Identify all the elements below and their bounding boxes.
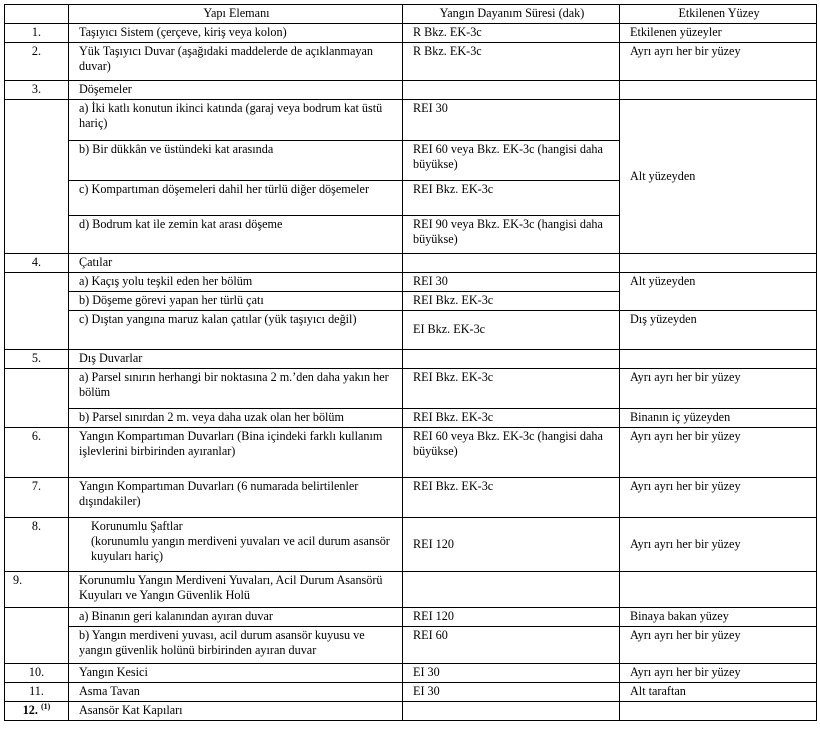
duration-cell: REI 120: [403, 608, 620, 627]
row-number-empty: [5, 100, 69, 254]
element-cell: a) Parsel sınırın herhangi bir noktasına 2 m.’den daha yakın her bölüm: [69, 369, 403, 409]
element-cell: a) Kaçış yolu teşkil eden her bölüm: [69, 273, 403, 292]
row-number: 11.: [5, 683, 69, 702]
row-number: 10.: [5, 664, 69, 683]
element-cell: Yangın Kesici: [69, 664, 403, 683]
surface-cell: Alt yüzeyden: [620, 100, 817, 254]
fire-resistance-table: [4, 4, 817, 721]
surface-cell: Alt taraftan: [620, 683, 817, 702]
surface-cell: [620, 254, 817, 273]
element-cell: c) Kompartıman döşemeleri dahil her türlü diğer döşemeler: [69, 181, 403, 216]
row-number: 6.: [5, 428, 69, 478]
element-cell: [69, 518, 403, 572]
element-cell: Korunumlu Yangın Merdiveni Yuvaları, Acil Durum Asansörü Kuyuları ve Yangın Güvenlik Holü: [69, 572, 403, 608]
row-number: 4.: [5, 254, 69, 273]
element-cell: Çatılar: [69, 254, 403, 273]
duration-cell: [403, 572, 620, 608]
surface-cell: Ayrı ayrı her bir yüzey: [620, 627, 817, 664]
element-cell: b) Döşeme görevi yapan her türlü çatı: [69, 292, 403, 311]
element-cell: b) Yangın merdiveni yuvası, acil durum asansör kuyusu ve yangın güvenlik holünü birbirinden ayıran duvar: [69, 627, 403, 664]
table-row: [5, 572, 817, 608]
element-cell: Yük Taşıyıcı Duvar (aşağıdaki maddelerde de açıklanmayan duvar): [69, 43, 403, 81]
surface-cell: Ayrı ayrı her bir yüzey: [620, 369, 817, 409]
element-cell: a) İki katlı konutun ikinci katında (garaj veya bodrum kat üstü hariç): [69, 100, 403, 141]
duration-cell: REI 60 veya Bkz. EK-3c (hangisi daha büyükse): [403, 428, 620, 478]
duration-cell: REI 30: [403, 273, 620, 292]
table-row: [5, 627, 817, 664]
table-row: [5, 664, 817, 683]
surface-cell: [620, 572, 817, 608]
element-note: (korunumlu yangın merdiveni yuvaları ve acil durum asansör kuyuları hariç): [91, 534, 390, 563]
table-row: [5, 683, 817, 702]
surface-cell: Binaya bakan yüzey: [620, 608, 817, 627]
element-cell: c) Dıştan yangına maruz kalan çatılar (yük taşıyıcı değil): [69, 311, 403, 350]
duration-cell: EI 30: [403, 683, 620, 702]
duration-cell: REI 60: [403, 627, 620, 664]
table-row: [5, 273, 817, 292]
row-number: [5, 702, 69, 721]
row-number: 3.: [5, 81, 69, 100]
element-cell: Dış Duvarlar: [69, 350, 403, 369]
table-row: [5, 608, 817, 627]
element-cell: Asansör Kat Kapıları: [69, 702, 403, 721]
surface-cell: [620, 702, 817, 721]
duration-cell: REI Bkz. EK-3c: [403, 181, 620, 216]
row-number-text: 12.: [22, 703, 38, 717]
element-cell: Döşemeler: [69, 81, 403, 100]
surface-cell: [620, 81, 817, 100]
table-row: [5, 350, 817, 369]
element-cell: Asma Tavan: [69, 683, 403, 702]
row-number-empty: [5, 369, 69, 428]
surface-cell: Etkilenen yüzeyler: [620, 24, 817, 43]
duration-cell: REI Bkz. EK-3c: [403, 409, 620, 428]
surface-cell: Ayrı ayrı her bir yüzey: [620, 518, 817, 572]
duration-cell: R Bkz. EK-3c: [403, 24, 620, 43]
surface-cell: Ayrı ayrı her bir yüzey: [620, 664, 817, 683]
row-number: 5.: [5, 350, 69, 369]
element-title: Korunumlu Şaftlar: [91, 519, 183, 533]
surface-cell: Ayrı ayrı her bir yüzey: [620, 428, 817, 478]
duration-cell: EI Bkz. EK-3c: [403, 311, 620, 350]
element-cell: Yangın Kompartıman Duvarları (Bina içindeki farklı kullanım işlevlerini birbirinden ayıranlar): [69, 428, 403, 478]
duration-cell: [403, 350, 620, 369]
footnote-marker: (1): [40, 701, 51, 711]
duration-cell: R Bkz. EK-3c: [403, 43, 620, 81]
row-number: 8.: [5, 518, 69, 572]
table-row: [5, 369, 817, 409]
surface-cell: Alt yüzeyden: [620, 273, 817, 311]
element-cell: d) Bodrum kat ile zemin kat arası döşeme: [69, 216, 403, 254]
table-row: [5, 81, 817, 100]
element-cell: Yangın Kompartıman Duvarları (6 numarada belirtilenler dışındakiler): [69, 478, 403, 518]
table-row: [5, 24, 817, 43]
duration-cell: REI Bkz. EK-3c: [403, 478, 620, 518]
duration-cell: REI Bkz. EK-3c: [403, 292, 620, 311]
surface-cell: Ayrı ayrı her bir yüzey: [620, 43, 817, 81]
duration-cell: REI 60 veya Bkz. EK-3c (hangisi daha büyükse): [403, 141, 620, 181]
row-number-empty: [5, 608, 69, 664]
surface-cell: Ayrı ayrı her bir yüzey: [620, 478, 817, 518]
table-row: [5, 428, 817, 478]
duration-cell: REI 30: [403, 100, 620, 141]
table-row: [5, 311, 817, 350]
element-cell: Taşıyıcı Sistem (çerçeve, kiriş veya kolon): [69, 24, 403, 43]
table-row: [5, 518, 817, 572]
element-cell: b) Parsel sınırdan 2 m. veya daha uzak olan her bölüm: [69, 409, 403, 428]
surface-cell: [620, 350, 817, 369]
surface-cell: Binanın iç yüzeyden: [620, 409, 817, 428]
table-row: [5, 43, 817, 81]
table-row: [5, 254, 817, 273]
row-number: 7.: [5, 478, 69, 518]
surface-cell: Dış yüzeyden: [620, 311, 817, 350]
duration-cell: EI 30: [403, 664, 620, 683]
duration-cell: [403, 702, 620, 721]
header-duration: Yangın Dayanım Süresi (dak): [403, 5, 620, 24]
element-cell: a) Binanın geri kalanından ayıran duvar: [69, 608, 403, 627]
table-row: [5, 409, 817, 428]
duration-cell: REI Bkz. EK-3c: [403, 369, 620, 409]
duration-cell: REI 120: [403, 518, 620, 572]
row-number-empty: [5, 273, 69, 350]
header-element: Yapı Elemanı: [69, 5, 403, 24]
duration-cell: [403, 254, 620, 273]
row-number: 1.: [5, 24, 69, 43]
table-row: [5, 702, 817, 721]
element-cell: b) Bir dükkân ve üstündeki kat arasında: [69, 141, 403, 181]
header-number: [5, 5, 69, 24]
row-number: 9.: [5, 572, 69, 608]
header-surface: Etkilenen Yüzey: [620, 5, 817, 24]
table-row: [5, 100, 817, 141]
table-header-row: [5, 5, 817, 24]
row-number: 2.: [5, 43, 69, 81]
duration-cell: [403, 81, 620, 100]
table-row: [5, 478, 817, 518]
duration-cell: REI 90 veya Bkz. EK-3c (hangisi daha büyükse): [403, 216, 620, 254]
